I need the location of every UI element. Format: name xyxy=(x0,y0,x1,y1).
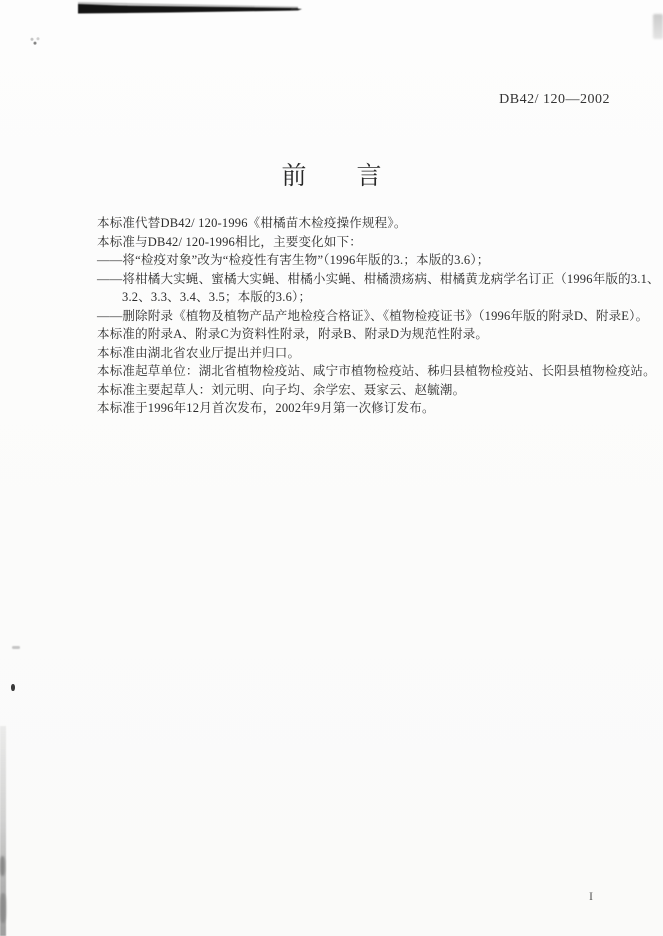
foreword-line: 本标准代替DB42/ 120-1996《柑橘苗木检疫操作规程》。 xyxy=(97,216,407,230)
scan-artifact-right-smudge xyxy=(653,14,663,39)
scan-artifact-speck xyxy=(11,684,15,691)
foreword-line: ——删除附录《植物及植物产品产地检疫合格证》、《植物检疫证书》（1996年版的附录D、附录E）。 xyxy=(97,308,649,323)
foreword-line: ——将柑橘大实蝇、蜜橘大实蝇、柑橘小实蝇、柑橘溃疡病、柑橘黄龙病学名订正（1996年版的3.1、 xyxy=(97,271,660,286)
foreword-line: ——将“检疫对象”改为“检疫性有害生物”（1996年版的3.；本版的3.6）； xyxy=(97,253,490,267)
foreword-line: 本标准于1996年12月首次发布，2002年9月第一次修订发布。 xyxy=(97,401,435,415)
page-title: 前 言 xyxy=(281,163,382,190)
foreword-line: 本标准的附录A、附录C为资料性附录，附录B、附录D为规范性附录。 xyxy=(97,327,489,341)
scan-artifact-left-blob xyxy=(0,893,6,923)
scan-artifact-top-wedge xyxy=(0,0,663,22)
scan-artifact-speck xyxy=(30,36,40,47)
doc-code: DB42/ 120—2002 xyxy=(499,92,610,107)
foreword-line: 3.2、3.3、3.4、3.5；本版的3.6）； xyxy=(122,290,312,304)
foreword-line: 本标准与DB42/ 120-1996相比，主要变化如下： xyxy=(97,234,362,249)
scan-artifact-speck xyxy=(12,646,20,649)
scan-artifact-left-blob xyxy=(0,856,5,876)
foreword-line: 本标准起草单位：湖北省植物检疫站、咸宁市植物检疫站、秭归县植物检疫站、长阳县植物检疫站。 xyxy=(97,364,656,378)
page-number: I xyxy=(589,889,593,903)
foreword-text-block xyxy=(97,214,660,418)
foreword-line: 本标准由湖北省农业厅提出并归口。 xyxy=(97,345,301,360)
foreword-line: 本标准主要起草人：刘元明、向子均、余学宏、聂家云、赵毓潮。 xyxy=(97,382,466,397)
